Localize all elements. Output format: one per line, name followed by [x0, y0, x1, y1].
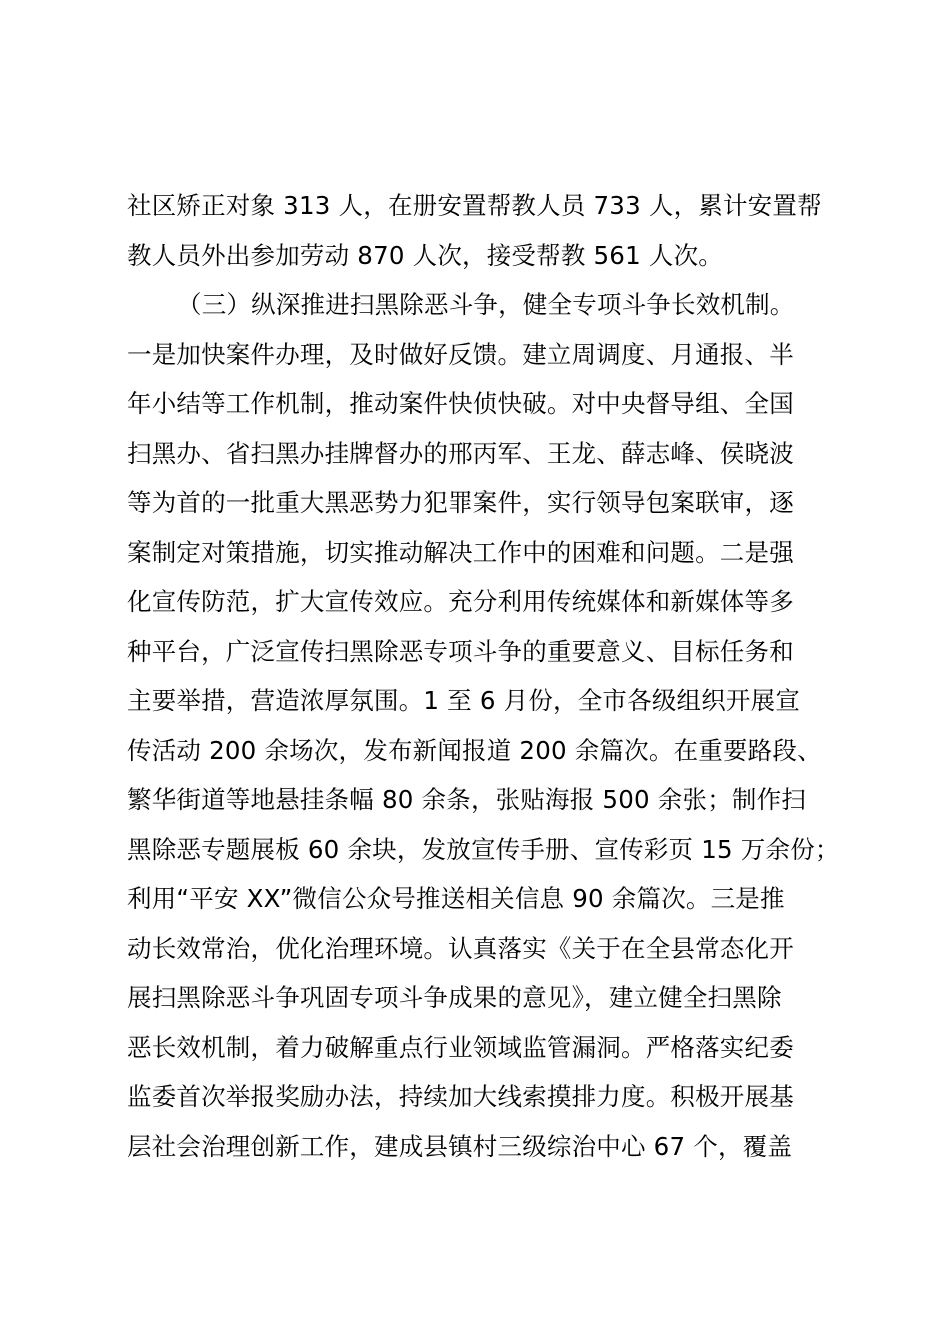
text-line: 层社会治理创新工作，建成县镇村三级综治中心 67 个，覆盖 [127, 1131, 793, 1161]
text-line: 展扫黑除恶斗争巩固专项斗争成果的意见》，建立健全扫黑除 [127, 983, 782, 1012]
body-text [127, 181, 867, 1171]
text-line: 繁华街道等地悬挂条幅 80 余条，张贴海报 500 余张；制作扫 [127, 785, 806, 814]
text-line: 监委首次举报奖励办法，持续加大线索摸排力度。积极开展基 [127, 1082, 794, 1111]
text-line: 年小结等工作机制，推动案件快侦快破。对中央督导组、全国 [127, 389, 794, 418]
text-line: 教人员外出参加劳动 870 人次，接受帮教 561 人次。 [127, 240, 723, 270]
text-line: 传活动 200 余场次，发布新闻报道 200 余篇次。在重要路段、 [127, 735, 822, 765]
text-line: 案制定对策措施，切实推动解决工作中的困难和问题。二是强 [127, 537, 794, 567]
text-line: 社区矫正对象 313 人，在册安置帮教人员 733 人，累计安置帮 [127, 191, 822, 220]
text-line: 扫黑办、省扫黑办挂牌督办的邢丙军、王龙、薛志峰、侯晓波 [127, 438, 794, 468]
text-line: 利用“平安 XX”微信公众号推送相关信息 90 余篇次。三是推 [127, 884, 785, 913]
text-line: 等为首的一批重大黑恶势力犯罪案件，实行领导包案联审，逐 [127, 488, 794, 517]
text-line: 种平台，广泛宣传扫黑除恶专项斗争的重要意义、目标任务和 [127, 636, 794, 666]
section-heading-line: （三）纵深推进扫黑除恶斗争，健全专项斗争长效机制。 [177, 290, 795, 319]
text-line: 恶长效机制，着力破解重点行业领域监管漏洞。严格落实纪委 [127, 1032, 794, 1062]
text-line: 主要举措，营造浓厚氛围。1 至 6 月份，全市各级组织开展宣 [127, 686, 801, 715]
text-line: 黑除恶专题展板 60 余块，发放宣传手册、宣传彩页 15 万余份； [127, 834, 840, 864]
text-line: 化宣传防范，扩大宣传效应。充分利用传统媒体和新媒体等多 [127, 587, 794, 616]
text-line: 动长效常治，优化治理环境。认真落实《关于在全县常态化开 [127, 933, 794, 963]
text-line: 一是加快案件办理，及时做好反馈。建立周调度、月通报、半 [127, 339, 794, 369]
